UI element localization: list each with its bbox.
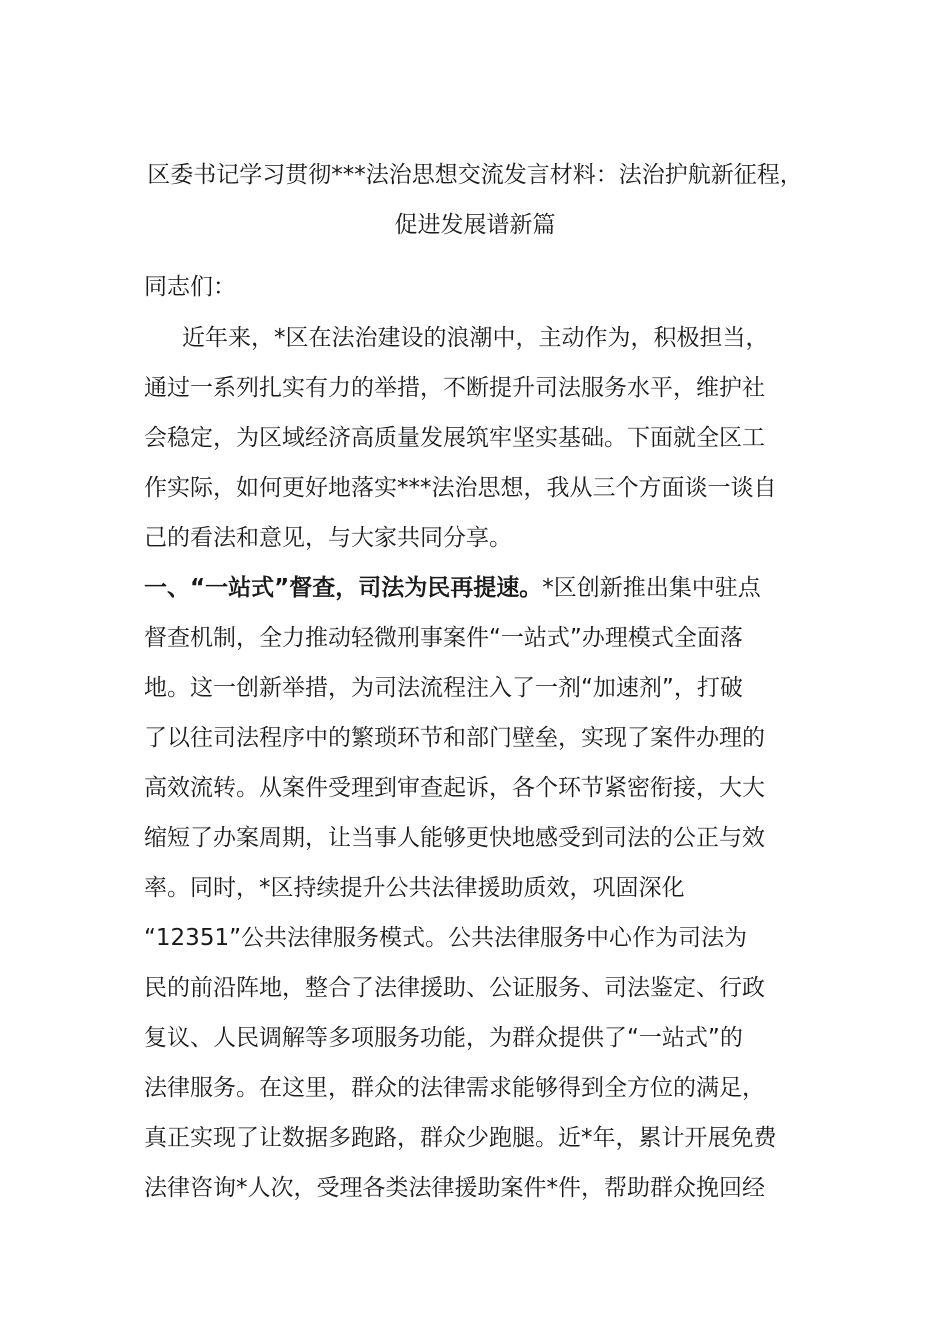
section-1-line-4: 了以往司法程序中的繁琐环节和部门壁垒，实现了案件办理的 (144, 725, 765, 751)
section-1-line-7: 率。同时，*区持续提升公共法律援助质效，巩固深化 (144, 875, 685, 901)
document-title-line-1: 区委书记学习贯彻***法治思想交流发言材料：法治护航新征程， (147, 162, 803, 188)
section-1-line-2: 督查机制，全力推动轻微刑事案件“一站式”办理模式全面落 (144, 625, 743, 651)
section-1-first-line-text: *区创新推出集中驻点 (542, 575, 761, 601)
intro-line-3: 会稳定，为区域经济高质量发展筑牢坚实基础。下面就全区工 (144, 425, 765, 451)
section-1-line-6: 缩短了办案周期，让当事人能够更快地感受到司法的公正与效 (144, 825, 765, 851)
section-1-line-10: 复议、人民调解等多项服务功能，为群众提供了“一站式”的 (144, 1025, 743, 1051)
section-1-heading: 一、“一站式”督查，司法为民再提速。 (144, 575, 543, 601)
section-1-line-5: 高效流转。从案件受理到审查起诉，各个环节紧密衔接，大大 (144, 775, 765, 801)
intro-line-2: 通过一系列扎实有力的举措，不断提升司法服务水平，维护社 (144, 375, 765, 401)
section-1-line-8: “12351”公共法律服务模式。公共法律服务中心作为司法为 (144, 925, 747, 951)
document-title-line-2: 促进发展谱新篇 (394, 212, 556, 238)
section-1-first-line (144, 573, 761, 603)
intro-line-5: 己的看法和意见，与大家共同分享。 (144, 525, 512, 551)
section-1-line-9: 民的前沿阵地，整合了法律援助、公证服务、司法鉴定、行政 (144, 975, 765, 1001)
section-1-line-12: 真正实现了让数据多跑路，群众少跑腿。近*年，累计开展免费 (144, 1125, 777, 1151)
section-1-line-3: 地。这一创新举措，为司法流程注入了一剂“加速剂”，打破 (144, 675, 743, 701)
salutation: 同志们： (144, 274, 236, 300)
section-1-line-13: 法律咨询*人次，受理各类法律援助案件*件，帮助群众挽回经 (144, 1175, 765, 1201)
intro-line-4: 作实际，如何更好地落实***法治思想，我从三个方面谈一谈自 (144, 475, 777, 501)
intro-line-1: 近年来，*区在法治建设的浪潮中，主动作为，积极担当， (182, 325, 769, 351)
section-1-line-11: 法律服务。在这里，群众的法律需求能够得到全方位的满足， (144, 1075, 765, 1101)
